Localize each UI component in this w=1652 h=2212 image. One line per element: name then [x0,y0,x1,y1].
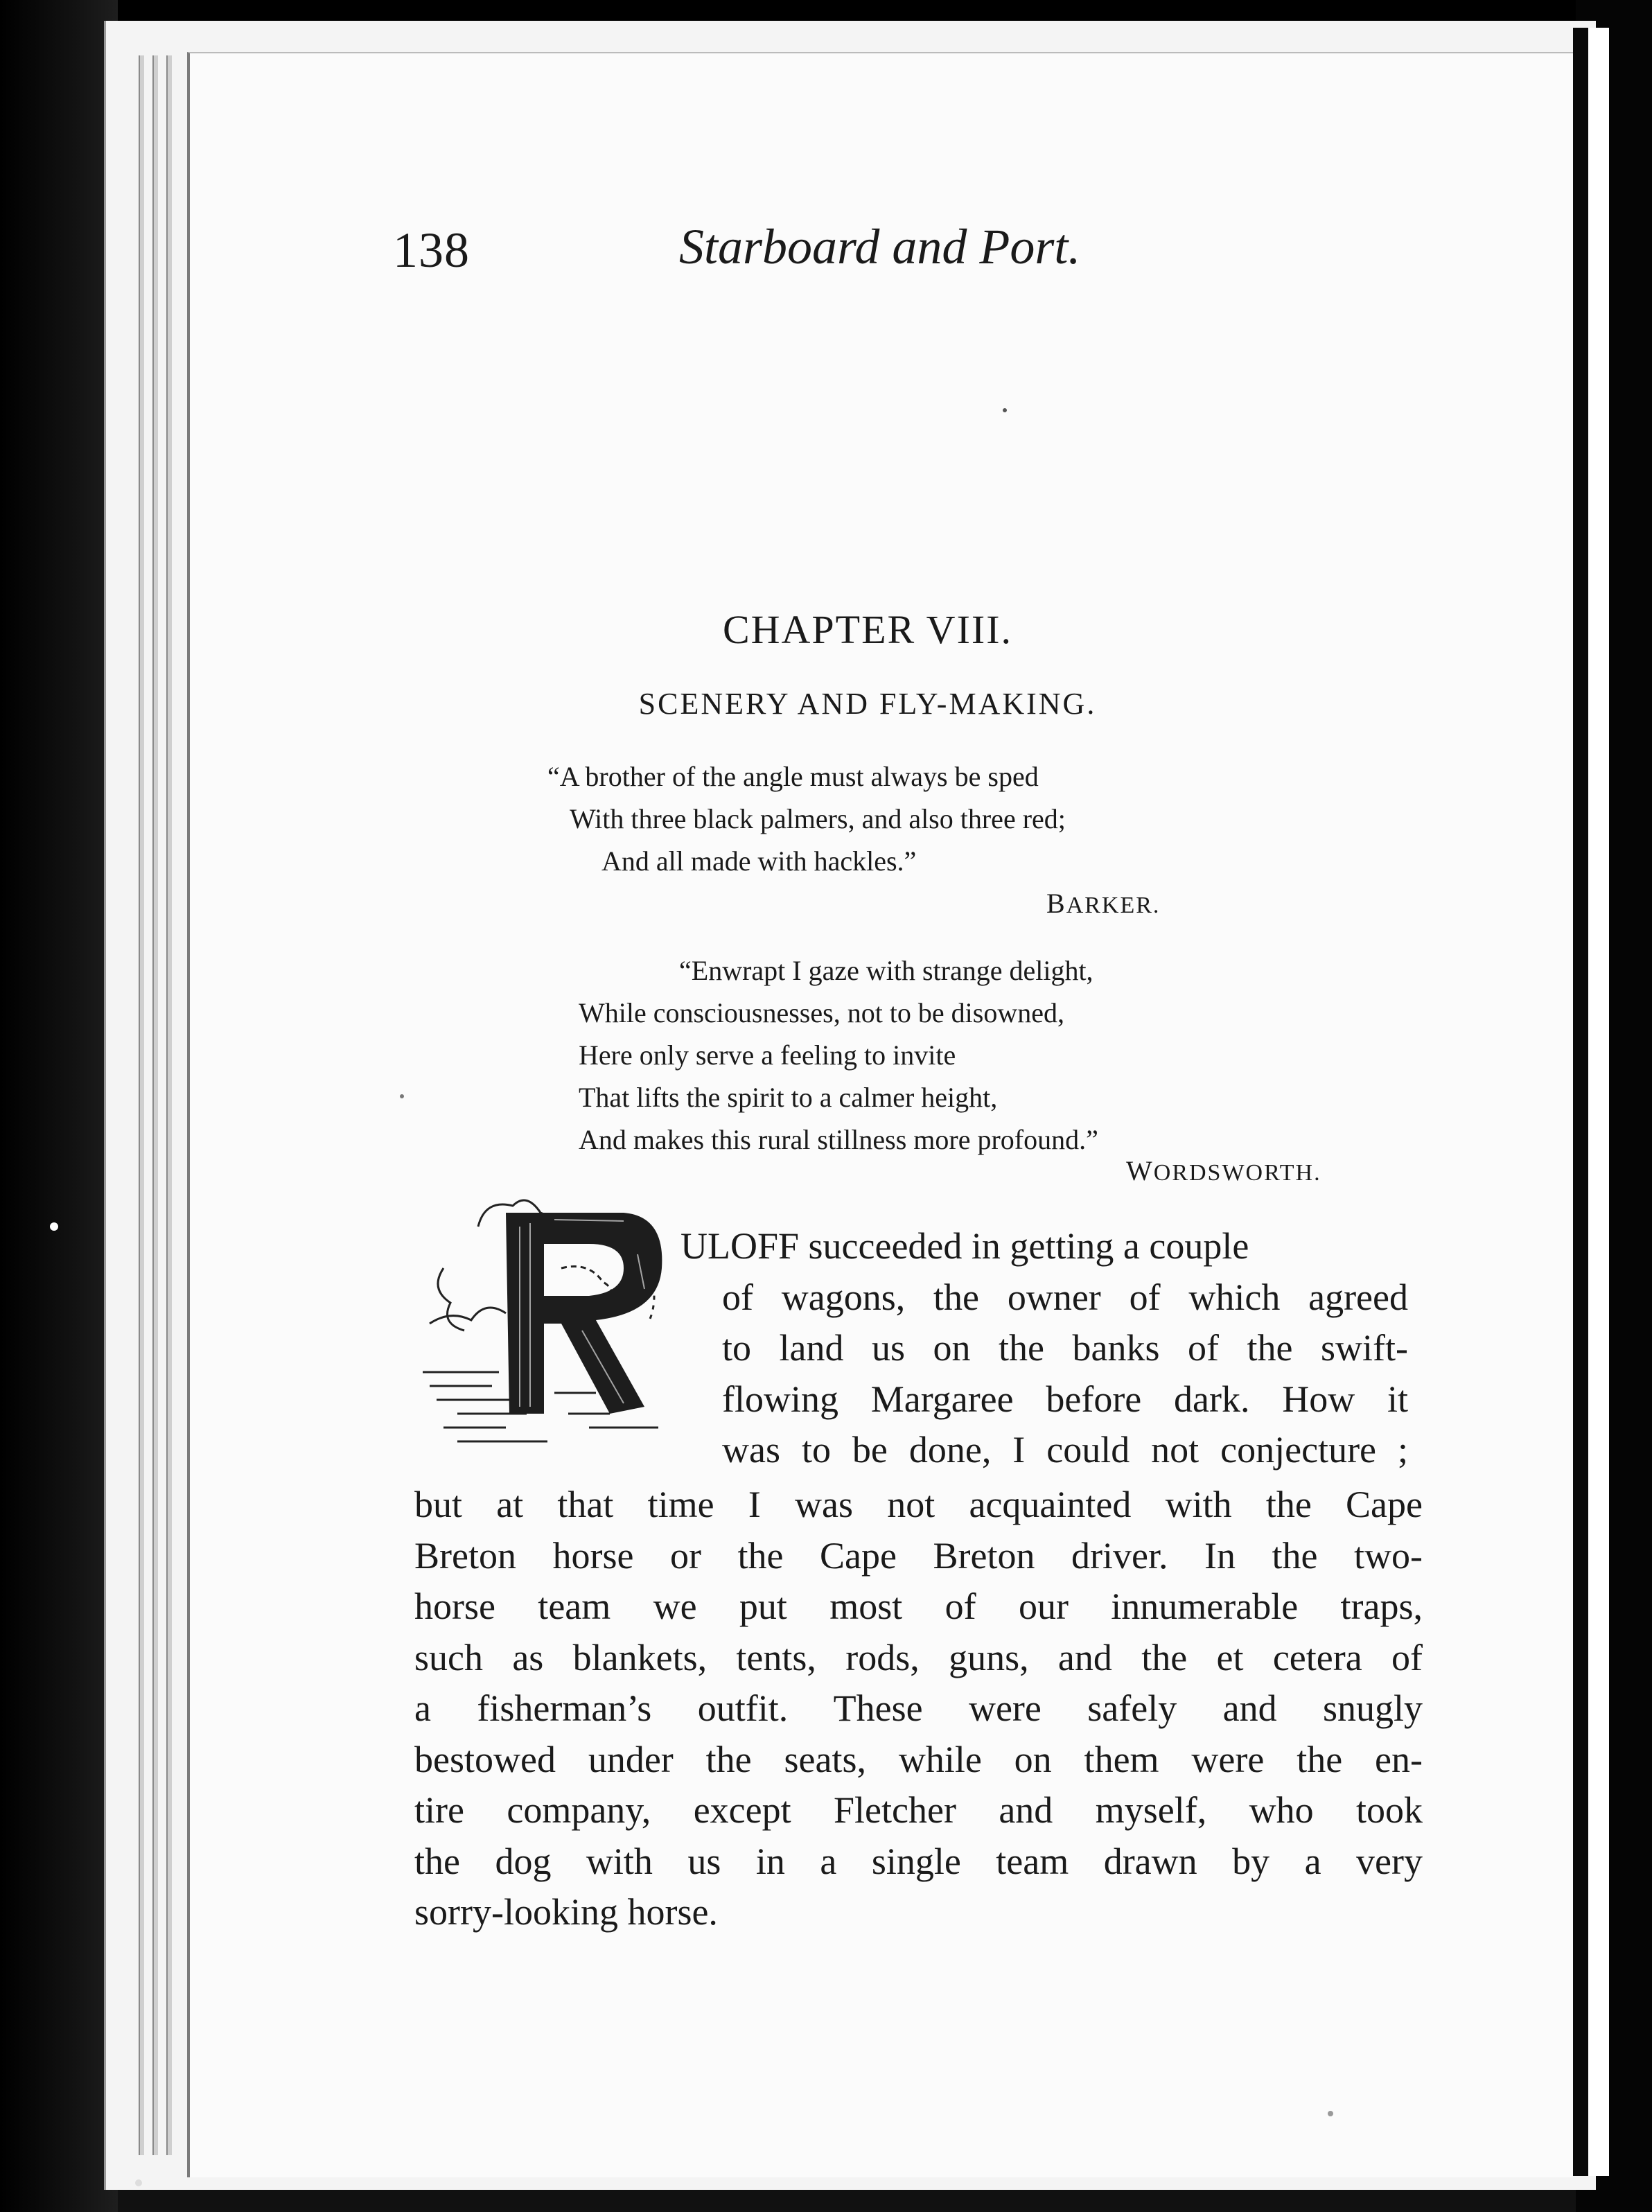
author-rest: ARKER. [1066,893,1161,918]
text-line: bestowed under the seats, while on them were the en- [414,1738,1423,1780]
epigraph-line: “Enwrapt I gaze with strange delight, [679,955,1093,986]
running-title: Starboard and Port. [679,219,1081,274]
decorative-initial-r-icon [416,1185,693,1462]
scan-background-left [0,0,118,2212]
book-spine-shadow [1573,28,1588,2176]
text-line: the dog with us in a single team drawn by a very [414,1840,1423,1882]
epigraph-wordsworth [579,949,1098,1161]
page-stack-edge [166,55,172,2155]
page-stack-edge [152,55,158,2155]
opening-paragraph-continued [414,1480,1423,1938]
text-line-content: ULOFF succeeded in getting a couple [680,1225,1249,1267]
text-line: a fisherman’s outfit. These were safely and snugly [414,1687,1423,1729]
text-line: flowing Margaree before dark. How it [722,1378,1408,1420]
text-line: sorry-looking horse. [414,1891,718,1933]
text-line: but at that time I was not acquainted with the Cape [414,1484,1423,1525]
author-initial: W [1126,1155,1154,1186]
epigraph-line: Here only serve a feeling to invite [579,1039,956,1071]
facing-page-edge [1588,28,1609,2176]
author-initial: B [1046,888,1066,919]
epigraph-line: That lifts the spirit to a calmer height, [579,1082,998,1113]
text-line: such as blankets, tents, rods, guns, and the et cetera of [414,1636,1423,1678]
epigraph-author-wordsworth [1126,1155,1321,1187]
epigraph-line: With three black palmers, and also three red; [570,803,1066,834]
text-line: to land us on the banks of the swift- [722,1327,1408,1369]
text-line: tire company, except Fletcher and myself, who took [414,1789,1423,1831]
chapter-subtitle: SCENERY AND FLY-MAKING. [638,687,1097,721]
epigraph-line: “A brother of the angle must always be sped [547,761,1039,792]
author-rest: ORDSWORTH. [1153,1160,1321,1186]
epigraph-line: And makes this rural stillness more profound.” [579,1124,1098,1155]
text-line: was to be done, I could not conjecture ; [722,1429,1408,1471]
epigraph-line: While consciousnesses, not to be disowned, [579,997,1064,1028]
text-line [680,1221,1408,1272]
text-line: Breton horse or the Cape Breton driver. In the two- [414,1534,1423,1577]
page-stack-edge [139,55,144,2155]
epigraph-barker [547,755,1066,882]
text-line: horse team we put most of our innumerable traps, [414,1586,1423,1627]
opening-paragraph-indented [680,1221,1408,1476]
text-line: of wagons, the owner of which agreed [722,1276,1408,1318]
chapter-title: CHAPTER VIII. [722,607,1013,652]
page-number: 138 [393,222,470,278]
epigraph-author-barker [1046,887,1160,920]
epigraph-line: And all made with hackles.” [601,845,917,877]
